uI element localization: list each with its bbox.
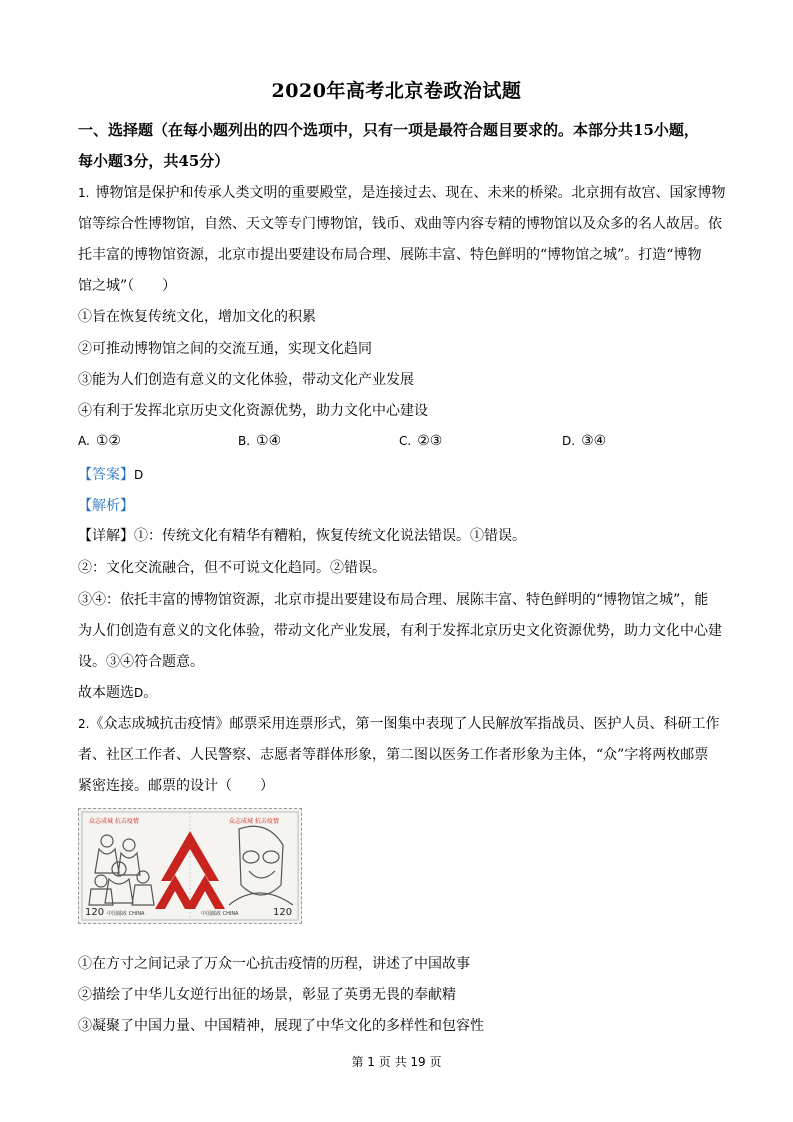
q1-detail-line4: 为人们创造有意义的文化体验，带动文化产业发展，有利于发挥北京历史文化资源优势，助力文化中心建	[78, 623, 722, 639]
q1-stem-line4: 馆之城”（ ）	[78, 278, 177, 294]
page-total: 19	[410, 1055, 426, 1069]
stamp-image	[78, 808, 302, 924]
q2-stem-line1: 2.《众志成城抗击疫情》邮票采用连票形式，第一图集中表现了人民解放军指战员、医护人员、科研工作	[78, 716, 720, 732]
q1-statement-1: ①旨在恢复传统文化，增加文化的积累	[78, 309, 316, 325]
q1-option-c[interactable]: C. ②③	[399, 433, 443, 449]
stamp-right-bottom-text: 中国邮政 CHINA	[201, 911, 239, 917]
q2-number: 2.	[78, 717, 90, 731]
page-footer: 第 1 页 共 19 页	[351, 1055, 442, 1069]
answer-label: 【答案】	[78, 467, 134, 483]
q1-statement-4: ④有利于发挥北京历史文化资源优势，助力文化中心建设	[78, 403, 428, 419]
q1-stem-line1: 1. 博物馆是保护和传承人类文明的重要殿堂，是连接过去、现在、未来的桥梁。北京拥有故宫、国家博物	[78, 185, 726, 201]
q1-answer	[78, 465, 143, 485]
answer-value: D	[134, 468, 144, 482]
q2-stem-line2: 者、社区工作者、人民警察、志愿者等群体形象，第二图以医务工作者形象为主体，“众”字将两枚邮票	[78, 747, 709, 763]
q1-stem-line3: 托丰富的博物馆资源，北京市提出要建设布局合理、展陈丰富、特色鲜明的“博物馆之城”。打造“博物	[78, 247, 702, 263]
q1-option-b[interactable]: B. ①④	[238, 433, 282, 449]
q1-detail-line5: 设。③④符合题意。	[78, 654, 204, 670]
q1-detail-line1: 【详解】①：传统文化有精华有糟粕，恢复传统文化说法错误。①错误。	[78, 528, 526, 544]
section-heading-line1: 一、选择题（在每小题列出的四个选项中，只有一项是最符合题目要求的。本部分共15小题，	[78, 121, 699, 139]
stamp-right-caption: 众志成城 抗击疫情	[229, 818, 279, 825]
section-heading-line2: 每小题3分，共45分）	[78, 152, 230, 170]
q2-statement-3: ③凝聚了中国力量、中国精神，展现了中华文化的多样性和包容性	[78, 1018, 484, 1034]
stamp-right-denomination: 120	[273, 907, 293, 918]
q2-statement-2: ②描绘了中华儿女逆行出征的场景，彰显了英勇无畏的奉献精	[78, 987, 456, 1003]
stamp-left-bottom-text: 中国邮政 CHINA	[107, 911, 145, 917]
q1-stem-line2: 馆等综合性博物馆，自然、天文等专门博物馆，钱币、戏曲等内容专精的博物馆以及众多的名人故居。依	[78, 216, 722, 232]
page-title: 2020年高考北京卷政治试题	[271, 80, 522, 102]
page-number: 1	[367, 1055, 375, 1069]
stamp-left-caption: 众志成城 抗击疫情	[89, 818, 139, 825]
q1-conclusion: 故本题选D。	[78, 685, 158, 701]
q2-statement-1: ①在方寸之间记录了万众一心抗击疫情的历程，讲述了中国故事	[78, 956, 470, 972]
q1-option-a[interactable]: A. ①②	[78, 433, 121, 449]
q1-detail-line2: ②：文化交流融合，但不可说文化趋同。②错误。	[78, 560, 386, 576]
analysis-label: 【解析】	[78, 498, 134, 514]
stamp-left-denomination: 120	[85, 907, 105, 918]
q1-statement-3: ③能为人们创造有意义的文化体验，带动文化产业发展	[78, 372, 414, 388]
q1-statement-2: ②可推动博物馆之间的交流互通，实现文化趋同	[78, 341, 372, 357]
q1-option-d[interactable]: D. ③④	[562, 433, 607, 449]
q1-number: 1.	[78, 186, 90, 200]
q1-detail-line3: ③④：依托丰富的博物馆资源，北京市提出要建设布局合理、展陈丰富、特色鲜明的“博物馆之城”，能	[78, 592, 709, 608]
detail-label: 【详解】	[78, 528, 134, 544]
stamp-illustration	[79, 809, 301, 923]
q2-stem-line3: 紧密连接。邮票的设计（ ）	[78, 778, 274, 794]
